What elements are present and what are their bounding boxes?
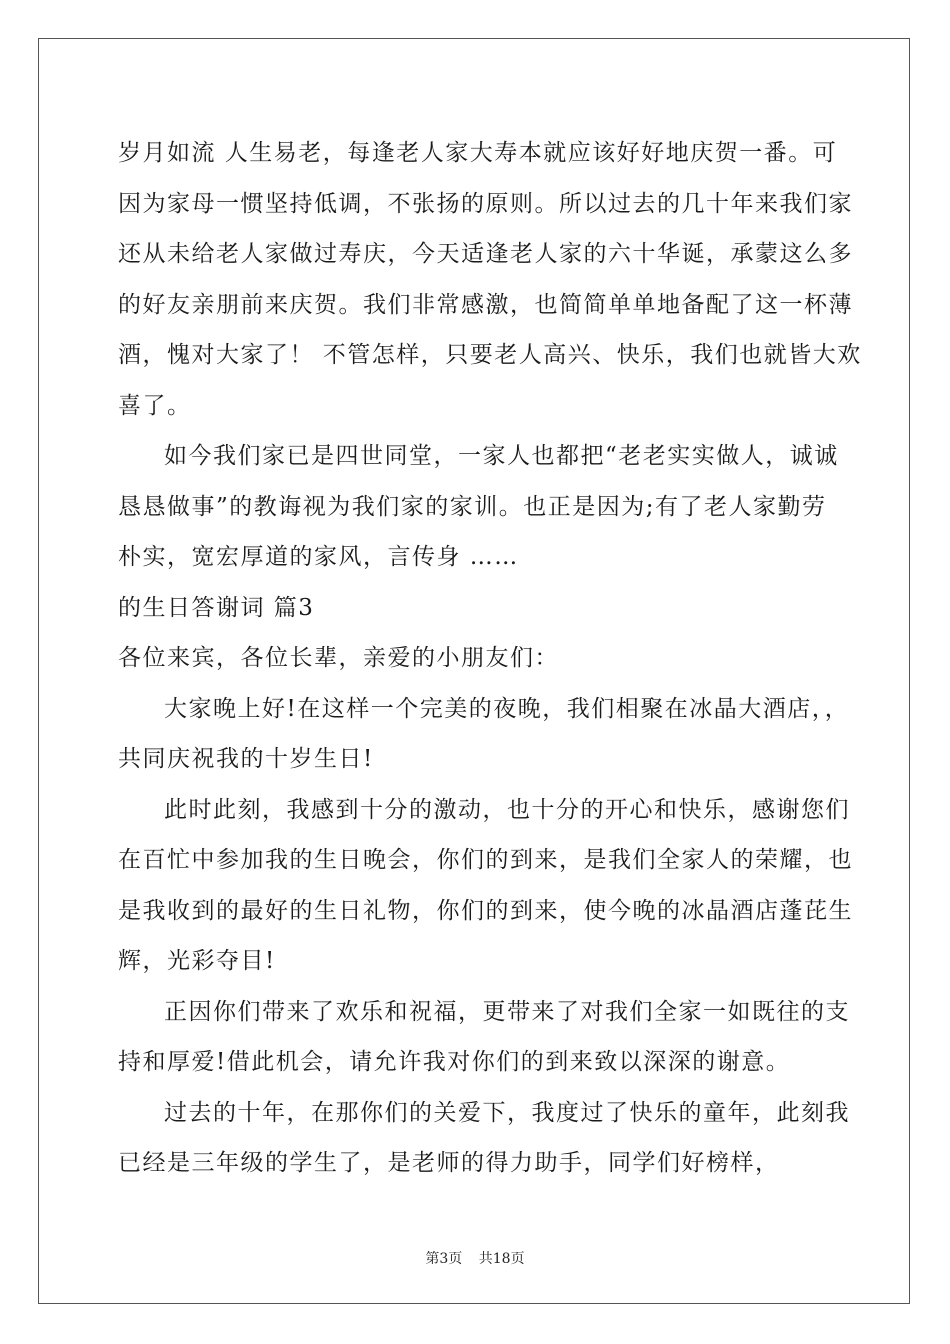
text-line: 恳恳做事”的教诲视为我们家的家训。也正是因为;有了老人家勤劳 <box>118 493 827 520</box>
text-line: 共同庆祝我的十岁生日! <box>118 746 374 772</box>
text-line: 是我收到的最好的生日礼物，你们的到来，使今晚的冰晶酒店蓬芘生 <box>118 897 853 924</box>
text-line: 过去的十年，在那你们的关爱下，我度过了快乐的童年，此刻我 <box>164 1099 850 1126</box>
text-line: 岁月如流 人生易老，每逢老人家大寿本就应该好好地庆贺一番。可 <box>118 140 838 166</box>
text-line: 朴实，宽宏厚道的家风，言传身 …… <box>118 544 519 570</box>
text-line: 在百忙中参加我的生日晚会，你们的到来，是我们全家人的荣耀，也 <box>118 847 853 873</box>
text-line: 已经是三年级的学生了，是老师的得力助手，同学们好榜样， <box>118 1150 780 1176</box>
salutation-line: 各位来宾，各位长辈，亲爱的小朋友们： <box>118 645 559 671</box>
text-line: 喜了。 <box>118 392 192 419</box>
page-total: 共18页 <box>478 1251 525 1267</box>
text-line: 此时此刻，我感到十分的激动，也十分的开心和快乐，感谢您们 <box>164 796 850 823</box>
text-line: 如今我们家已是四世同堂，一家人也都把“老老实实做人，诚诚 <box>164 443 839 469</box>
text-line: 因为家母一惯坚持低调，不张扬的原则。所以过去的几十年来我们家 <box>118 190 853 217</box>
section-heading: 的生日答谢词 篇3 <box>118 594 315 621</box>
text-line: 酒，愧对大家了！ 不管怎样，只要老人高兴、快乐，我们也就皆大欢 <box>118 342 862 368</box>
page-footer <box>0 1248 950 1268</box>
text-line: 持和厚爱!借此机会，请允许我对你们的到来致以深深的谢意。 <box>118 1049 791 1075</box>
text-line: 还从未给老人家做过寿庆，今天适逢老人家的六十华诞，承蒙这么多 <box>118 241 853 267</box>
document-body <box>118 128 862 1189</box>
text-line: 大家晚上好!在这样一个完美的夜晚，我们相聚在冰晶大酒店，， <box>164 695 850 722</box>
text-line: 正因你们带来了欢乐和祝福，更带来了对我们全家一如既往的支 <box>164 998 850 1025</box>
page-number: 第3页 <box>425 1251 463 1267</box>
text-line: 的好友亲朋前来庆贺。我们非常感激，也简简单单地备配了这一杯薄 <box>118 291 853 318</box>
text-line: 辉，光彩夺目! <box>118 948 276 974</box>
